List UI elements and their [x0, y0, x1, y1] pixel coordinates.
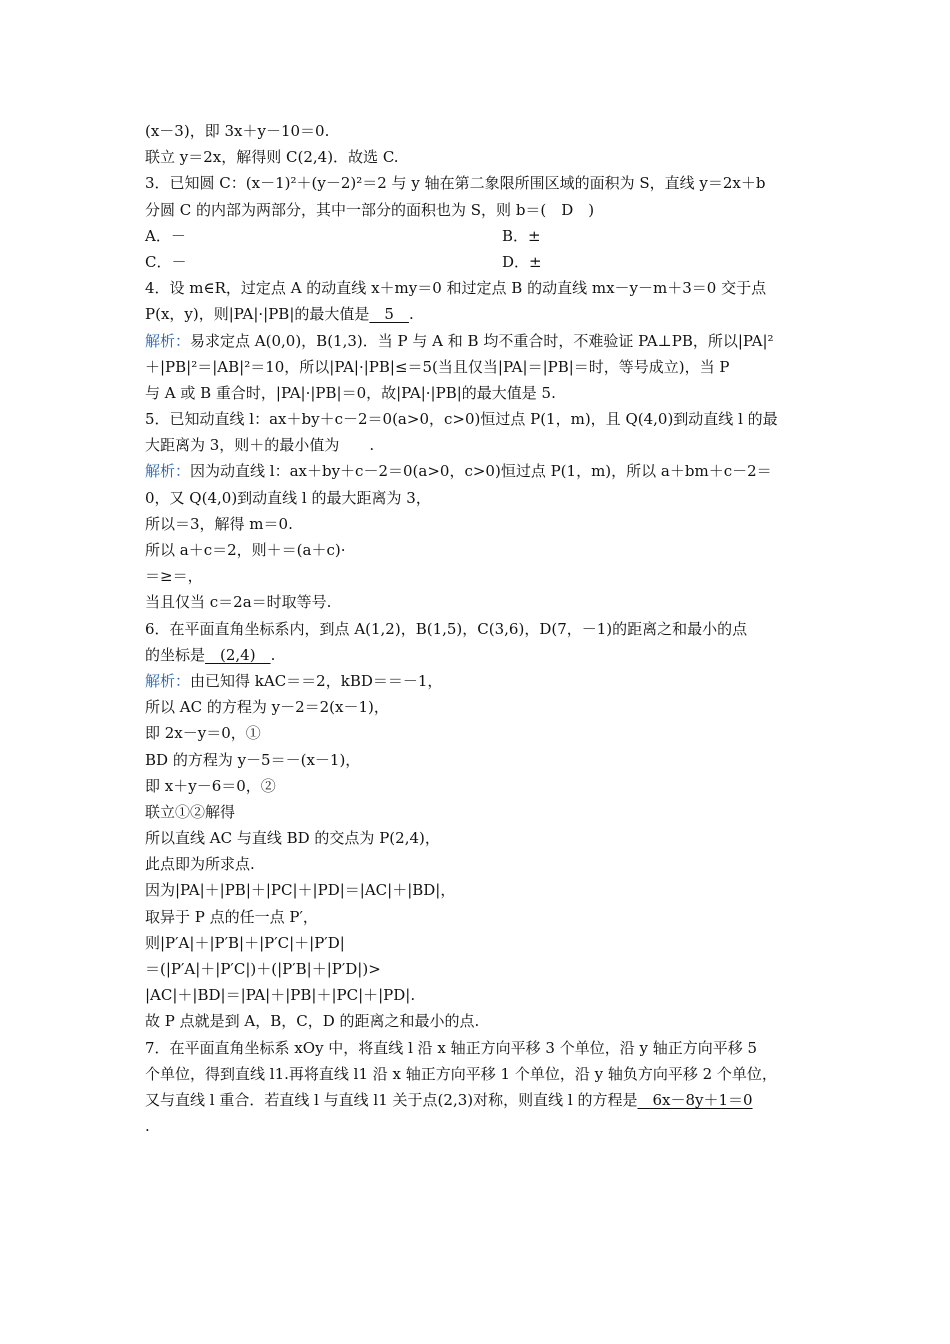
solution-label: 解析： [145, 462, 191, 481]
text-fragment: . [270, 645, 276, 664]
solution-line [145, 328, 815, 354]
question-4-answer-line [145, 301, 815, 327]
solution-line [145, 458, 815, 484]
text-line: 即 2x－y＝0，① [145, 724, 261, 743]
question-4-stem: 4．设 m∈R，过定点 A 的动直线 x＋my＝0 和过定点 B 的动直线 mx－y－m＋3＝0 交于点 [145, 279, 767, 298]
text-line: 联立 y＝2x，解得则 C(2,4)．故选 C. [145, 148, 399, 167]
text-line: ＝(|P′A|＋|P′C|)＋(|P′B|＋|P′D|)> [145, 960, 381, 978]
solution-label: 解析： [145, 331, 191, 350]
option-b: B．± [502, 226, 541, 245]
text-fragment: 的坐标是 [145, 645, 206, 664]
text-line: |AC|＋|BD|＝|PA|＋|PB|＋|PC|＋|PD|. [145, 986, 416, 1005]
text-line: 0，又 Q(4,0)到动直线 l 的最大距离为 3， [145, 488, 431, 507]
text-line: 即 x＋y－6＝0，② [145, 776, 276, 795]
text-line: 故 P 点就是到 A，B，C，D 的距离之和最小的点. [145, 1012, 480, 1031]
document-page [145, 118, 815, 1139]
text-line: 取异于 P 点的任一点 P′， [145, 907, 318, 926]
question-3-stem-cont: 分圆 C 的内部为两部分，其中一部分的面积也为 S，则 b＝( D ) [145, 200, 595, 219]
text-line: 此点即为所求点. [145, 855, 255, 874]
text-line: 则|P′A|＋|P′B|＋|P′C|＋|P′D| [145, 933, 345, 952]
text-line: ＝≥＝， [145, 567, 203, 586]
text-line: 当且仅当 c＝2a＝时取等号. [145, 593, 332, 612]
text-fragment: P(x，y)，则|PA|·|PB|的最大值是 [145, 305, 370, 324]
text-line: 与 A 或 B 重合时，|PA|·|PB|＝0，故|PA|·|PB|的最大值是 5. [145, 383, 556, 402]
text-fragment: . [408, 305, 414, 324]
options-row-ab [145, 223, 815, 249]
question-6-answer-line [145, 642, 815, 668]
text-line: BD 的方程为 y－5＝－(x－1)， [145, 750, 361, 769]
question-6-stem: 6．在平面直角坐标系内，到点 A(1,2)，B(1,5)，C(3,6)，D(7，－1)的距离之和最小的点 [145, 619, 748, 638]
text-fragment: 易求定点 A(0,0)，B(1,3)．当 P 与 A 和 B 均不重合时，不难验证 PA⊥PB，所以|PA|² [190, 331, 774, 350]
answer-blank: 6x－8y＋1＝0 [637, 1090, 753, 1109]
question-7-stem-cont: 个单位，得到直线 l1.再将直线 l1 沿 x 轴正方向平移 1 个单位，沿 y 轴负方向平移 2 个单位， [145, 1064, 777, 1083]
text-fragment: 因为动直线 l：ax＋by＋c－2＝0(a>0，c>0)恒过点 P(1，m)，所以 a＋bm＋c－2＝ [190, 462, 772, 481]
text-line: ＋|PB|²＝|AB|²＝10，所以|PA|·|PB|≤＝5(当且仅当|PA|＝|PB|＝时，等号成立)，当 P [145, 357, 730, 376]
question-5-stem-cont: 大距离为 3，则＋的最小值为 . [145, 436, 375, 455]
question-7-answer-line [145, 1087, 815, 1113]
text-line: 因为|PA|＋|PB|＋|PC|＋|PD|＝|AC|＋|BD|， [145, 881, 456, 900]
text-fragment: 又与直线 l 重合．若直线 l 与直线 l1 关于点(2,3)对称，则直线 l 的方程是 [145, 1090, 638, 1109]
solution-label: 解析： [145, 671, 191, 690]
option-d: D．± [502, 252, 542, 271]
question-7-stem: 7．在平面直角坐标系 xOy 中，将直线 l 沿 x 轴正方向平移 3 个单位，沿 y 轴正方向平移 5 [145, 1038, 758, 1057]
text-line: 所以 a＋c＝2，则＋＝(a＋c)· [145, 541, 346, 559]
answer-blank: 5 [369, 305, 409, 324]
text-line: . [145, 1117, 150, 1136]
option-c: C．－ [145, 252, 187, 271]
options-row-cd [145, 249, 815, 275]
question-5-stem: 5．已知动直线 l：ax＋by＋c－2＝0(a>0，c>0)恒过点 P(1，m)，且 Q(4,0)到动直线 l 的最 [145, 410, 778, 429]
text-fragment: 由已知得 kAC＝＝2，kBD＝＝－1， [190, 671, 443, 690]
question-3-stem: 3．已知圆 C：(x－1)²＋(y－2)²＝2 与 y 轴在第二象限所围区域的面积为 S，直线 y＝2x＋b [145, 174, 766, 193]
answer-blank: (2,4) [205, 645, 271, 664]
text-line: (x－3)，即 3x＋y－10＝0. [145, 122, 330, 140]
text-line: 所以＝3，解得 m＝0. [145, 514, 293, 533]
text-line: 联立①②解得 [145, 802, 236, 821]
option-a: A．－ [145, 226, 186, 245]
text-line: 所以 AC 的方程为 y－2＝2(x－1)， [145, 698, 389, 717]
text-line: 所以直线 AC 与直线 BD 的交点为 P(2,4)， [145, 829, 440, 848]
solution-line [145, 668, 815, 694]
